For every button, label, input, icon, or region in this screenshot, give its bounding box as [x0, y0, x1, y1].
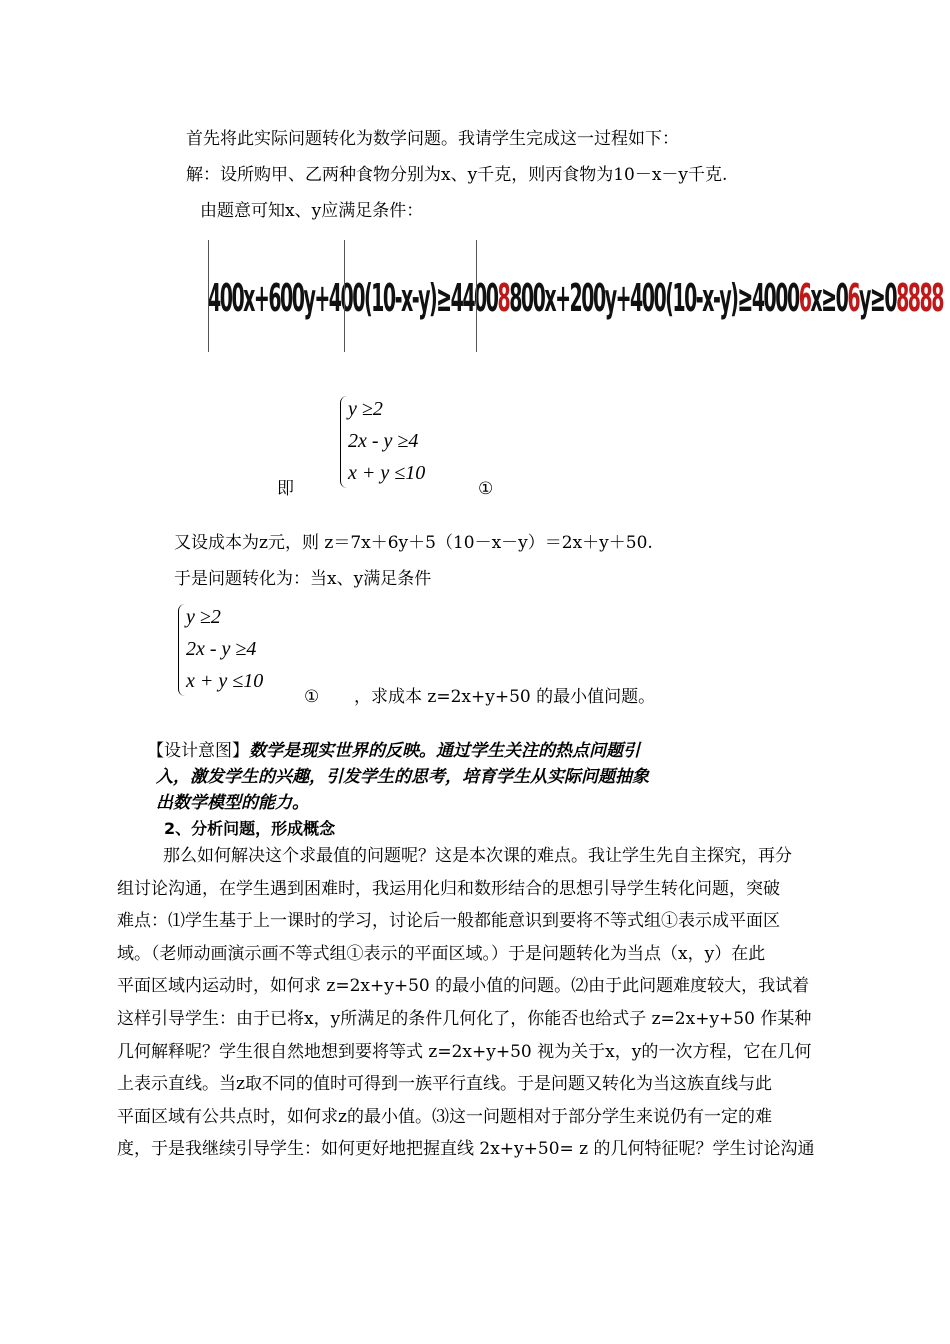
system2-row-1: y ≥2: [186, 606, 221, 628]
ji-label: 即: [277, 479, 294, 499]
paragraph-line: 几何解释呢？学生很自然地想到要将等式 z=2x+y+50 视为关于x，y的一次方程，它在几何: [117, 1041, 812, 1062]
design-intent-line-2: 入，激发学生的兴趣，引发学生的思考，培育学生从实际问题抽象: [156, 767, 649, 787]
system-brace: [340, 396, 347, 488]
min-question: ，求成本 z=2x+y+50 的最小值问题。: [354, 687, 656, 707]
paragraph-line: 上表示直线。当z取不同的值时可得到一族平行直线。于是问题又转化为当这族直线与此: [117, 1074, 772, 1095]
paragraph-line: 平面区域内运动时，如何求 z=2x+y+50 的最小值的问题。⑵由于此问题难度较大，我试着: [117, 976, 810, 997]
cost-line: 又设成本为z元，则 z＝7x＋6y＋5（10－x－y）＝2x＋y＋50.: [174, 533, 653, 553]
garbled-formula: [208, 238, 943, 358]
garbled-part-red: 6: [847, 276, 860, 320]
turn-line: 于是问题转化为：当x、y满足条件: [174, 569, 432, 589]
analysis-paragraph: [117, 840, 877, 1166]
design-intent-label: 【设计意图】: [147, 741, 249, 761]
paragraph-line: 难点：⑴学生基于上一课时的学习，讨论后一般都能意识到要将不等式组①表示成平面区: [117, 911, 780, 932]
system-row-1: y ≥2: [348, 398, 383, 420]
paragraph-line: 平面区域有公共点时，如何求z的最小值。⑶这一问题相对于部分学生来说仍有一定的难: [117, 1106, 772, 1127]
solution-line: 解：设所购甲、乙两种食物分别为x、y千克，则丙食物为10－x－y千克.: [186, 165, 728, 185]
garbled-bracket-left: [208, 240, 209, 352]
intro-line: 首先将此实际问题转化为数学问题。我请学生完成这一过程如下：: [186, 129, 679, 149]
system2-row-3: x + y ≤10: [186, 670, 264, 692]
system-row-2: 2x - y ≥4: [348, 430, 419, 452]
paragraph-line: 组讨论沟通，在学生遇到困难时，我运用化归和数形结合的思想引导学生转化问题，突破: [117, 878, 780, 899]
equation-number-2: ①: [304, 687, 320, 707]
equation-number: ①: [478, 479, 494, 499]
system-brace-2: [178, 604, 185, 696]
garbled-part: x≥0: [810, 276, 848, 320]
system2-row-2: 2x - y ≥4: [186, 638, 257, 660]
design-intent-text: 数学是现实世界的反映。通过学生关注的热点问题引: [249, 741, 640, 761]
paragraph-line: 那么如何解决这个求最值的问题呢？这是本次课的难点。我让学生先自主探究，再分: [163, 846, 792, 866]
paragraph-line: 度，于是我继续引导学生：如何更好地把握直线 2x+y+50= z 的几何特征呢？学生讨论沟通: [117, 1139, 815, 1160]
condition-intro: 由题意可知x、y应满足条件：: [200, 201, 424, 221]
design-intent-line-1: [147, 740, 640, 762]
paragraph-line: 域。（老师动画演示画不等式组①表示的平面区域。）于是问题转化为当点（x，y）在此: [117, 943, 766, 964]
garbled-part-red: 8888: [896, 276, 943, 320]
section-heading: 2、分析问题，形成概念: [164, 819, 336, 838]
garbled-part-red: 6: [798, 276, 811, 320]
paragraph-line: 这样引导学生：由于已将x，y所满足的条件几何化了，你能否也给式子 z=2x+y+50 作某种: [117, 1008, 812, 1029]
garbled-part: 400x+600y+400(10-x-y)≥4400: [208, 276, 498, 320]
garbled-bracket-mid: [344, 240, 345, 352]
garbled-part-red: 8: [497, 276, 510, 320]
garbled-bracket-mid2: [476, 240, 477, 352]
design-intent-line-3: 出数学模型的能力。: [156, 793, 309, 813]
garbled-part: y≥0: [859, 276, 897, 320]
garbled-part: 800x+200y+400(10-x-y)≥4000: [509, 276, 799, 320]
system-row-3: x + y ≤10: [348, 462, 426, 484]
